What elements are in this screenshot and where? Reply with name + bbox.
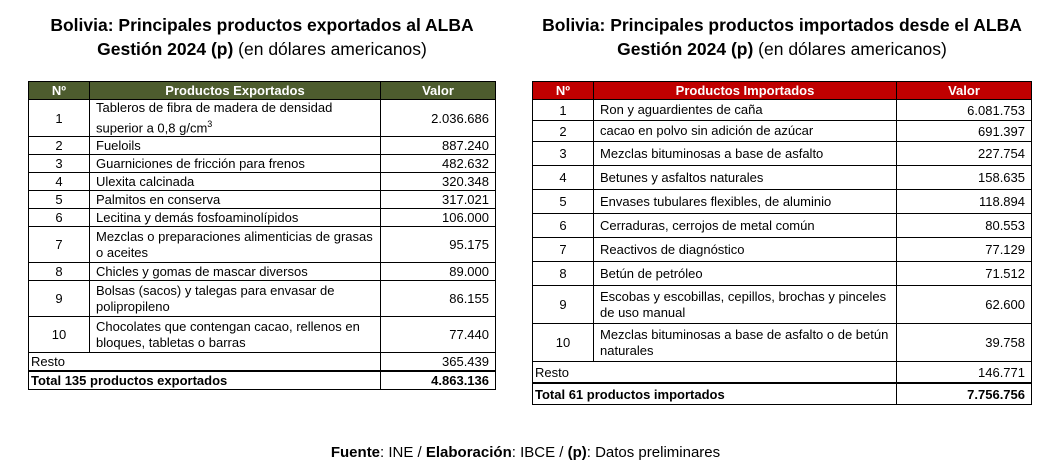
row-product-text: Chicles y gomas de mascar diversos bbox=[96, 263, 308, 279]
row-number: 3 bbox=[533, 142, 594, 166]
row-product-text: Betunes y asfaltos naturales bbox=[600, 169, 764, 185]
row-product-text: Ron y aguardientes de caña bbox=[600, 102, 763, 117]
exports-subtitle-normal: (en dólares americanos) bbox=[233, 39, 427, 59]
row-number: 7 bbox=[29, 227, 90, 263]
row-value: 86.155 bbox=[381, 281, 496, 317]
row-product-text: Bolsas (sacos) y talegas para envasar de polipropileno bbox=[96, 282, 335, 314]
row-number: 8 bbox=[29, 263, 90, 281]
table-row bbox=[29, 137, 496, 155]
footer-fuente-value: : INE / bbox=[380, 444, 426, 461]
row-product bbox=[594, 121, 897, 142]
imports-table bbox=[532, 81, 1032, 405]
row-value: 95.175 bbox=[381, 227, 496, 263]
resto-row bbox=[29, 353, 496, 372]
footer-fuente-label: Fuente bbox=[330, 444, 381, 461]
row-number: 2 bbox=[29, 137, 90, 155]
row-value: 482.632 bbox=[381, 155, 496, 173]
row-number: 3 bbox=[29, 155, 90, 173]
row-product-text: Chocolates que contengan cacao, rellenos en bloques, tabletas o barras bbox=[96, 318, 360, 350]
row-value: 106.000 bbox=[381, 209, 496, 227]
row-product bbox=[594, 100, 897, 121]
row-number: 6 bbox=[533, 214, 594, 238]
row-number: 1 bbox=[533, 100, 594, 121]
row-value: 118.894 bbox=[897, 190, 1032, 214]
row-value: 77.129 bbox=[897, 238, 1032, 262]
resto-value: 365.439 bbox=[381, 353, 496, 372]
exports-header-no: Nº bbox=[29, 82, 90, 100]
table-row bbox=[533, 238, 1032, 262]
imports-panel bbox=[532, 0, 1032, 405]
table-row bbox=[29, 155, 496, 173]
row-product bbox=[594, 166, 897, 190]
imports-subtitle-normal: (en dólares americanos) bbox=[753, 39, 947, 59]
resto-row bbox=[533, 362, 1032, 384]
row-product-text: Escobas y escobillas, cepillos, brochas y pinceles de uso manual bbox=[600, 288, 887, 320]
row-product-text: Tableros de fibra de madera de densidad superior a 0,8 g/cm bbox=[96, 100, 333, 136]
exports-table-body bbox=[29, 100, 496, 390]
row-product bbox=[90, 191, 381, 209]
row-value: 39.758 bbox=[897, 324, 1032, 362]
row-product bbox=[90, 317, 381, 353]
footer-p-value: : Datos preliminares bbox=[586, 444, 721, 461]
imports-table-body bbox=[533, 100, 1032, 405]
row-value: 6.081.753 bbox=[897, 100, 1032, 121]
table-row bbox=[29, 281, 496, 317]
exports-title bbox=[28, 13, 496, 65]
row-value: 71.512 bbox=[897, 262, 1032, 286]
table-row bbox=[533, 166, 1032, 190]
row-product-text: Ulexita calcinada bbox=[96, 173, 195, 189]
row-product bbox=[90, 100, 381, 137]
exports-header-row bbox=[29, 82, 496, 100]
table-row bbox=[29, 209, 496, 227]
row-product-text: Fueloils bbox=[96, 137, 141, 153]
row-product-text: Envases tubulares flexibles, de aluminio bbox=[600, 193, 832, 209]
table-row bbox=[533, 190, 1032, 214]
row-product bbox=[594, 324, 897, 362]
table-row bbox=[533, 100, 1032, 121]
footer-p-label: (p) bbox=[567, 444, 587, 461]
row-product bbox=[90, 155, 381, 173]
row-value: 317.021 bbox=[381, 191, 496, 209]
table-row bbox=[533, 214, 1032, 238]
row-product-text: Lecitina y demás fosfoaminolípidos bbox=[96, 209, 299, 225]
row-value: 77.440 bbox=[381, 317, 496, 353]
row-product-superscript: 3 bbox=[207, 119, 213, 129]
row-value: 62.600 bbox=[897, 286, 1032, 324]
row-value: 691.397 bbox=[897, 121, 1032, 142]
row-number: 5 bbox=[29, 191, 90, 209]
imports-header-no: Nº bbox=[533, 82, 594, 100]
row-number: 6 bbox=[29, 209, 90, 227]
table-row bbox=[29, 317, 496, 353]
row-value: 80.553 bbox=[897, 214, 1032, 238]
imports-subtitle-bold: Gestión 2024 (p) bbox=[617, 39, 754, 59]
total-row bbox=[29, 371, 496, 390]
row-number: 8 bbox=[533, 262, 594, 286]
row-product bbox=[90, 137, 381, 155]
exports-title-main: Bolivia: Principales productos exportados al ALBA bbox=[50, 15, 474, 35]
row-value: 887.240 bbox=[381, 137, 496, 155]
row-value: 320.348 bbox=[381, 173, 496, 191]
row-product bbox=[594, 238, 897, 262]
row-number: 2 bbox=[533, 121, 594, 142]
table-row bbox=[533, 262, 1032, 286]
row-product-text: Reactivos de diagnóstico bbox=[600, 241, 745, 257]
total-row bbox=[533, 383, 1032, 405]
total-value: 4.863.136 bbox=[381, 371, 496, 390]
imports-header-product: Productos Importados bbox=[594, 82, 897, 100]
row-number: 10 bbox=[29, 317, 90, 353]
row-value: 2.036.686 bbox=[381, 100, 496, 137]
resto-label: Resto bbox=[533, 362, 897, 384]
row-product bbox=[90, 173, 381, 191]
row-product bbox=[594, 142, 897, 166]
row-product-text: Mezclas bituminosas a base de asfalto bbox=[600, 145, 824, 161]
exports-header-product: Productos Exportados bbox=[90, 82, 381, 100]
row-product-text: Palmitos en conserva bbox=[96, 191, 221, 207]
imports-title-main: Bolivia: Principales productos importados desde el ALBA bbox=[542, 15, 1022, 35]
total-label: Total 135 productos exportados bbox=[29, 371, 381, 390]
row-product bbox=[594, 262, 897, 286]
footer-elaboracion-value: : IBCE / bbox=[511, 444, 568, 461]
row-product-text: Guarniciones de fricción para frenos bbox=[96, 155, 305, 171]
row-product bbox=[90, 281, 381, 317]
exports-header-value: Valor bbox=[381, 82, 496, 100]
imports-header-value: Valor bbox=[897, 82, 1032, 100]
exports-panel bbox=[28, 0, 496, 390]
table-row bbox=[29, 100, 496, 137]
footer-elaboracion-label: Elaboración bbox=[425, 444, 512, 461]
table-row bbox=[533, 286, 1032, 324]
row-number: 4 bbox=[533, 166, 594, 190]
row-product-text: Mezclas bituminosas a base de asfalto o de betún naturales bbox=[600, 326, 889, 358]
exports-table bbox=[28, 81, 496, 390]
row-value: 227.754 bbox=[897, 142, 1032, 166]
imports-title bbox=[532, 13, 1032, 65]
row-number: 9 bbox=[533, 286, 594, 324]
exports-subtitle-bold: Gestión 2024 (p) bbox=[97, 39, 234, 59]
table-row bbox=[533, 142, 1032, 166]
row-product bbox=[594, 190, 897, 214]
table-row bbox=[29, 263, 496, 281]
row-product-text: Betún de petróleo bbox=[600, 265, 703, 281]
resto-value: 146.771 bbox=[897, 362, 1032, 384]
imports-header-row bbox=[533, 82, 1032, 100]
row-product bbox=[594, 214, 897, 238]
table-row bbox=[533, 121, 1032, 142]
row-number: 10 bbox=[533, 324, 594, 362]
row-product bbox=[90, 209, 381, 227]
row-product bbox=[594, 286, 897, 324]
total-value: 7.756.756 bbox=[897, 383, 1032, 405]
row-product bbox=[90, 227, 381, 263]
row-number: 4 bbox=[29, 173, 90, 191]
row-value: 89.000 bbox=[381, 263, 496, 281]
row-product-text: Mezclas o preparaciones alimenticias de grasas o aceites bbox=[96, 228, 373, 260]
row-product bbox=[90, 263, 381, 281]
table-row bbox=[533, 324, 1032, 362]
row-value: 158.635 bbox=[897, 166, 1032, 190]
table-row bbox=[29, 173, 496, 191]
row-number: 7 bbox=[533, 238, 594, 262]
row-number: 1 bbox=[29, 100, 90, 137]
row-product-text: Cerraduras, cerrojos de metal común bbox=[600, 217, 815, 233]
total-label: Total 61 productos importados bbox=[533, 383, 897, 405]
source-footer bbox=[0, 444, 1051, 461]
row-product-text: cacao en polvo sin adición de azúcar bbox=[600, 123, 814, 138]
row-number: 5 bbox=[533, 190, 594, 214]
table-row bbox=[29, 191, 496, 209]
row-number: 9 bbox=[29, 281, 90, 317]
table-row bbox=[29, 227, 496, 263]
resto-label: Resto bbox=[29, 353, 381, 372]
